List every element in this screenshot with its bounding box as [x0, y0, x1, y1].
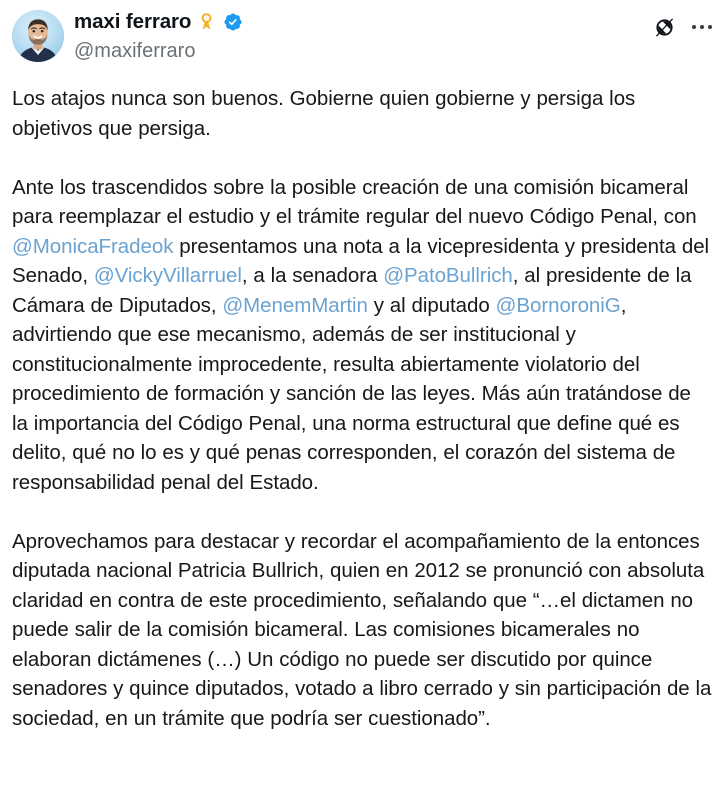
mention-link[interactable]: @MenemMartin [222, 293, 368, 317]
text-run: Ante los trascendidos sobre la posible creación de una comisión bicameral para reemplazar el estudio y el trámite regular del nuevo Código Penal, con [12, 175, 697, 228]
text-run: Los atajos nunca son buenos. Gobierne quien gobierne y persiga los objetivos que persiga. [12, 87, 636, 140]
display-name[interactable]: maxi ferraro [74, 10, 192, 33]
text-run: presentamos una nota a la vicepresidenta y presidenta del Senado, [12, 234, 710, 287]
tweet-header [12, 8, 712, 72]
author-identity [74, 8, 243, 64]
tweet-paragraph [12, 84, 712, 143]
avatar-image[interactable] [12, 10, 64, 62]
mention-link[interactable]: @MonicaFradeok [12, 234, 174, 258]
paragraph-spacer [12, 143, 712, 173]
text-run: , advirtiendo que ese mecanismo, además de ser institucional y constitucionalmente improcedente, resulta abiertamente violatorio del procedimiento de formación y sanción de las leyes. Más aún tratándose de la importancia del Código Penal, una norma estructural que define qué es delito, qué no lo es y qué penas corresponden, el corazón del sistema de responsabilidad penal del Estado. [12, 293, 691, 494]
verified-badge-icon[interactable] [223, 12, 243, 32]
ribbon-icon [198, 12, 215, 31]
mention-link[interactable]: @BornoroniG [495, 293, 621, 317]
avatar[interactable] [12, 10, 64, 62]
author-name-row [74, 9, 243, 34]
mention-link[interactable]: @VickyVillarruel [93, 264, 242, 287]
avatar-illustration [12, 10, 64, 62]
dot [700, 25, 705, 30]
text-run: , al presidente de la Cámara de Diputados, [12, 264, 692, 317]
dot [692, 25, 697, 30]
text-run: , a la senadora [241, 264, 384, 287]
tweet-paragraph [12, 173, 712, 498]
text-run: Aprovechamos para destacar y recordar el acompañamiento de la entonces diputada nacional Patricia Bullrich, quien en 2012 se pronunció con absoluta claridad en contra de este procedimiento, señalando que “…el dictamen no puede salir de la comisión bicameral. Las comisiones bicamerales no elaboran dictámenes (…) Un código no puede ser discutido por quince senadores y quince diputados, votado a libro cerrado y sin participación de la sociedad, en un trámite que podría ser cuestionado”. [12, 529, 712, 730]
tweet-paragraph [12, 527, 712, 734]
author-handle[interactable]: @maxiferraro [74, 40, 196, 62]
text-run: y al diputado [367, 293, 496, 317]
grok-icon[interactable] [652, 14, 678, 40]
tweet-text [12, 84, 712, 733]
dot [708, 25, 713, 30]
paragraph-spacer [12, 497, 712, 527]
mention-link[interactable]: @PatoBullrich [383, 264, 513, 287]
more-options-icon[interactable] [692, 14, 713, 40]
tweet-header-actions [652, 14, 713, 40]
